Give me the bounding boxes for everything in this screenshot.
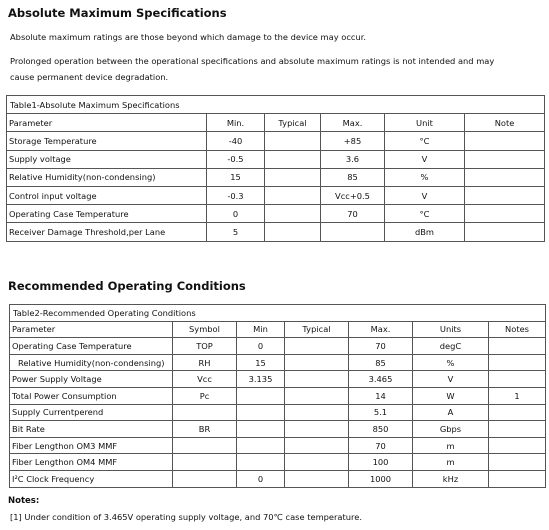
table-cell: 70	[349, 437, 413, 454]
table-cell	[285, 371, 349, 388]
table-cell	[285, 404, 349, 421]
column-header: Note	[465, 114, 545, 132]
table-cell	[173, 404, 237, 421]
table-cell: 3.465	[349, 371, 413, 388]
table-row	[10, 470, 546, 487]
table-cell: +85	[321, 132, 385, 150]
table-cell: Supply Currentperend	[10, 404, 173, 421]
table-cell	[285, 387, 349, 404]
table-cell: V	[385, 150, 465, 168]
column-header: Notes	[489, 321, 546, 338]
table-cell: dBm	[385, 223, 465, 241]
table-cell: 0	[207, 205, 265, 223]
abs-max-description: Absolute maximum ratings are those beyond which damage to the device may occur.	[10, 32, 367, 42]
column-header: Parameter	[7, 114, 207, 132]
table-cell: Gbps	[413, 421, 489, 438]
table-row	[7, 223, 545, 241]
table-caption: Table1-Absolute Maximum Specifications	[7, 96, 545, 114]
table-cell	[265, 150, 321, 168]
column-header: Min	[237, 321, 285, 338]
table-cell	[489, 371, 546, 388]
table-caption: Table2-Recommended Operating Conditions	[10, 305, 546, 322]
table-cell: Power Supply Voltage	[10, 371, 173, 388]
table-cell	[237, 387, 285, 404]
table-cell: 1000	[349, 470, 413, 487]
table-cell: 15	[237, 354, 285, 371]
table-cell: A	[413, 404, 489, 421]
table-cell: 3.6	[321, 150, 385, 168]
column-header: Parameter	[10, 321, 173, 338]
table-row	[10, 454, 546, 471]
table-cell: degC	[413, 338, 489, 355]
table-cell: Relative Humidity(non-condensing)	[7, 168, 207, 186]
column-header: Max.	[349, 321, 413, 338]
table-cell: °C	[385, 132, 465, 150]
table-cell	[265, 132, 321, 150]
table-cell: Vcc+0.5	[321, 186, 385, 204]
table-cell: RH	[173, 354, 237, 371]
table-cell: BR	[173, 421, 237, 438]
rec-op-table	[9, 304, 546, 488]
note-item: [1] Under condition of 3.465V operating supply voltage, and 70℃ case temperature.	[10, 512, 363, 522]
table-cell: I²C Clock Frequency	[10, 470, 173, 487]
table-cell	[237, 454, 285, 471]
table-cell: °C	[385, 205, 465, 223]
table-cell: Storage Temperature	[7, 132, 207, 150]
table-cell	[173, 437, 237, 454]
table-cell	[265, 168, 321, 186]
table-row	[10, 371, 546, 388]
table-header-row	[7, 114, 545, 132]
table-cell: 70	[321, 205, 385, 223]
table-cell: kHz	[413, 470, 489, 487]
table-cell	[465, 205, 545, 223]
table-cell: Control input voltage	[7, 186, 207, 204]
table-row	[7, 205, 545, 223]
table-cell: %	[385, 168, 465, 186]
table-cell: 70	[349, 338, 413, 355]
table-cell: Pc	[173, 387, 237, 404]
table-cell	[285, 421, 349, 438]
table-cell: -0.5	[207, 150, 265, 168]
table-row	[10, 421, 546, 438]
table-cell: Total Power Consumption	[10, 387, 173, 404]
table-cell	[465, 186, 545, 204]
abs-max-heading: Absolute Maximum Specifications	[8, 6, 227, 20]
table-row	[7, 168, 545, 186]
table-cell	[265, 186, 321, 204]
table-row	[10, 338, 546, 355]
table-cell: TOP	[173, 338, 237, 355]
table-cell: Bit Rate	[10, 421, 173, 438]
notes-heading: Notes:	[8, 496, 40, 506]
table-row	[10, 404, 546, 421]
table-cell	[489, 404, 546, 421]
column-header: Max.	[321, 114, 385, 132]
table-row	[7, 132, 545, 150]
table-cell	[285, 354, 349, 371]
column-header: Min.	[207, 114, 265, 132]
table-cell	[237, 421, 285, 438]
table-cell: 0	[237, 338, 285, 355]
table-row	[10, 437, 546, 454]
table-cell: m	[413, 437, 489, 454]
abs-max-warning-line2: cause permanent device degradation.	[10, 72, 169, 82]
column-header: Typical	[285, 321, 349, 338]
table-cell	[465, 150, 545, 168]
table-cell: 850	[349, 421, 413, 438]
table-cell	[465, 132, 545, 150]
table-cell: 100	[349, 454, 413, 471]
rec-op-heading: Recommended Operating Conditions	[8, 279, 246, 293]
table-cell	[285, 454, 349, 471]
table-cell: %	[413, 354, 489, 371]
table-header-row	[10, 321, 546, 338]
table-cell: 1	[489, 387, 546, 404]
table-cell	[285, 470, 349, 487]
table-cell: 0	[237, 470, 285, 487]
table-cell: W	[413, 387, 489, 404]
column-header: Unit	[385, 114, 465, 132]
table-cell: Supply voltage	[7, 150, 207, 168]
table-cell	[489, 437, 546, 454]
table-cell: Vcc	[173, 371, 237, 388]
table-cell: m	[413, 454, 489, 471]
table-cell	[489, 454, 546, 471]
table-cell	[237, 437, 285, 454]
abs-max-table	[6, 95, 545, 242]
table-cell	[465, 168, 545, 186]
table-row	[7, 150, 545, 168]
table-cell: Fiber Lengthon OM4 MMF	[10, 454, 173, 471]
table-row	[10, 387, 546, 404]
table-cell: 85	[321, 168, 385, 186]
table-cell: 85	[349, 354, 413, 371]
table-cell	[489, 470, 546, 487]
table-cell: Relative Humidity(non-condensing)	[10, 354, 173, 371]
table-cell: V	[413, 371, 489, 388]
table-cell: Receiver Damage Threshold,per Lane	[7, 223, 207, 241]
table-cell	[465, 223, 545, 241]
table-cell: 15	[207, 168, 265, 186]
table-cell: Fiber Lengthon OM3 MMF	[10, 437, 173, 454]
table-cell	[265, 223, 321, 241]
table-row	[7, 186, 545, 204]
table-cell: 3.135	[237, 371, 285, 388]
column-header: Typical	[265, 114, 321, 132]
table-row	[10, 354, 546, 371]
table-cell	[237, 404, 285, 421]
table-cell	[489, 354, 546, 371]
table-cell	[489, 338, 546, 355]
table-cell	[173, 470, 237, 487]
table-cell: 14	[349, 387, 413, 404]
column-header: Symbol	[173, 321, 237, 338]
table-cell: 5.1	[349, 404, 413, 421]
table-cell: 5	[207, 223, 265, 241]
table-cell	[321, 223, 385, 241]
table-cell	[265, 205, 321, 223]
table-cell: -40	[207, 132, 265, 150]
table-cell	[285, 338, 349, 355]
table-cell: V	[385, 186, 465, 204]
table-cell	[173, 454, 237, 471]
table-cell: -0.3	[207, 186, 265, 204]
table-cell: Operating Case Temperature	[7, 205, 207, 223]
table-cell: Operating Case Temperature	[10, 338, 173, 355]
table-cell	[489, 421, 546, 438]
table-cell	[285, 437, 349, 454]
abs-max-warning-line1: Prolonged operation between the operational specifications and absolute maximum ratings is not intended and may	[10, 56, 495, 66]
column-header: Units	[413, 321, 489, 338]
